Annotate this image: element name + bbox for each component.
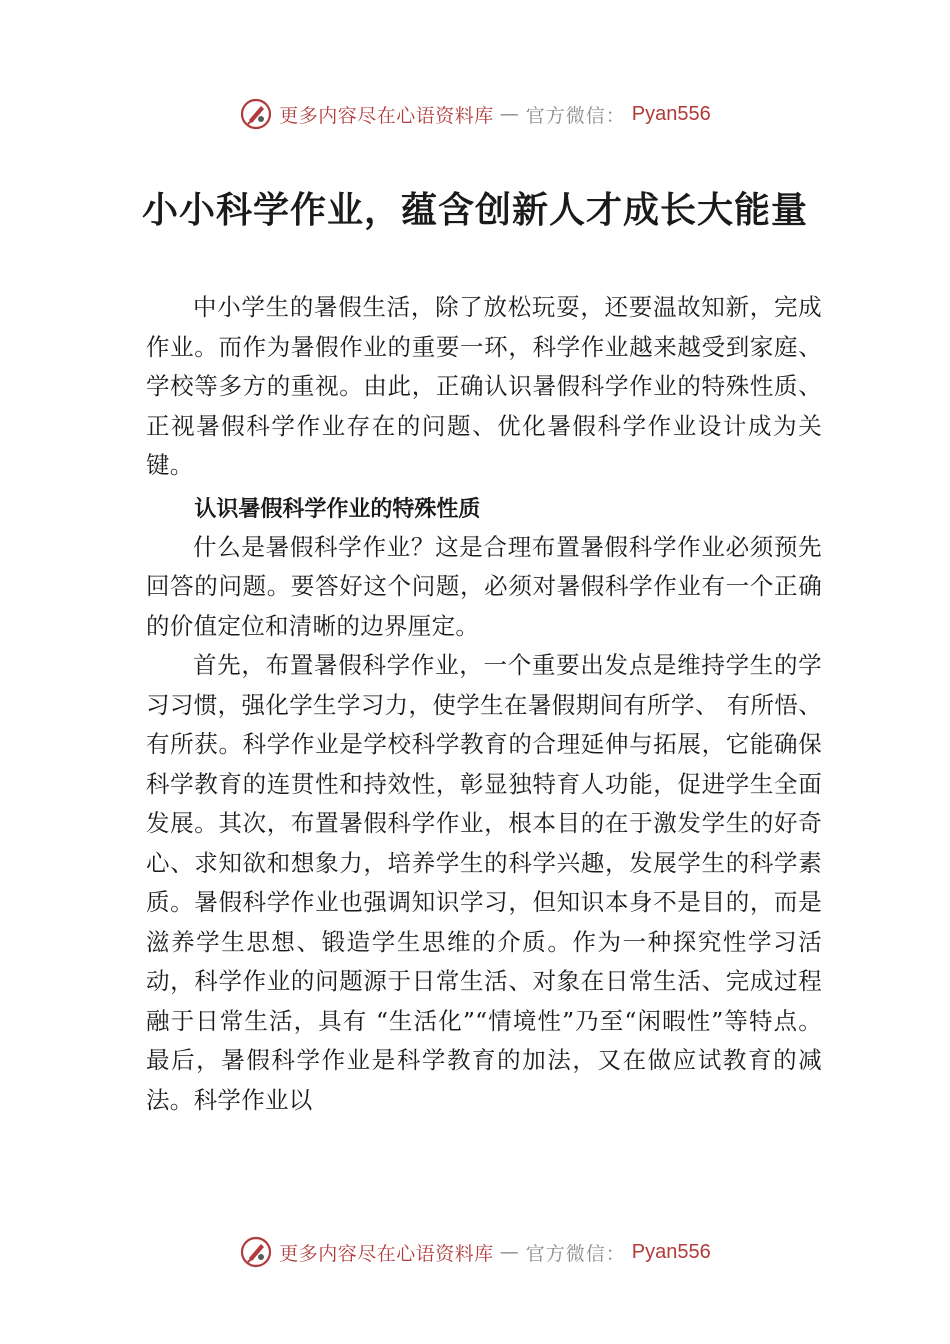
watermark-official-label: 官方微信： — [525, 104, 626, 127]
section-paragraph-2: 首先，布置暑假科学作业，一个重要出发点是维持学生的学习习惯，强化学生学习力，使学生在暑假期间有所学、 有所悟、有所获。科学作业是学校科学教育的合理延伸与拓展，它能确保科学教育的连贯性和持效性，彰显独特育人功能，促进学生全面发展。其次，布置暑假科学作业，根本目的在于激发学生的好奇心、求知欲和想象力，培养学生的科学兴趣，发展学生的科学素质。暑假科学作业也强调知识学习，但知识本身不是目的，而是滋养学生思想、锻造学生思维的介质。作为一种探究性学习活动，科学作业的问题源于日常生活、对象在日常生活、完成过程融于日常生活，具有 “生活化”“情境性”乃至“闲暇性”等特点。最后，暑假科学作业是科学教育的加法，又在做应试教育的减法。科学作业以 — [146, 651, 822, 1114]
watermark-separator: — — [499, 1241, 520, 1263]
article-body — [146, 288, 822, 1120]
watermark-separator: — — [499, 103, 520, 125]
header-watermark — [0, 94, 950, 134]
section-paragraph-1: 什么是暑假科学作业？这是合理布置暑假科学作业必须预先回答的问题。要答好这个问题，必须对暑假科学作业有一个正确的价值定位和清晰的边界厘定。 — [146, 532, 822, 640]
section-heading: 认识暑假科学作业的特殊性质 — [194, 496, 481, 522]
brand-logo-icon — [239, 97, 273, 131]
footer-watermark — [0, 1232, 950, 1272]
watermark-wechat-id: Pyan556 — [631, 102, 711, 125]
intro-paragraph: 中小学生的暑假生活，除了放松玩耍，还要温故知新，完成作业。而作为暑假作业的重要一环，科学作业越来越受到家庭、学校等多方的重视。由此，正确认识暑假科学作业的特殊性质、正视暑假科学作业存在的问题、优化暑假科学作业设计成为关键。 — [146, 293, 822, 479]
watermark-brand: 更多内容尽在心语资料库 — [279, 1242, 494, 1265]
watermark-official-label: 官方微信： — [525, 1242, 626, 1265]
watermark-wechat-id: Pyan556 — [631, 1240, 711, 1263]
article-title: 小小科学作业，蕴含创新人才成长大能量 — [141, 189, 808, 231]
watermark-brand: 更多内容尽在心语资料库 — [279, 104, 494, 127]
brand-logo-icon — [239, 1235, 273, 1269]
